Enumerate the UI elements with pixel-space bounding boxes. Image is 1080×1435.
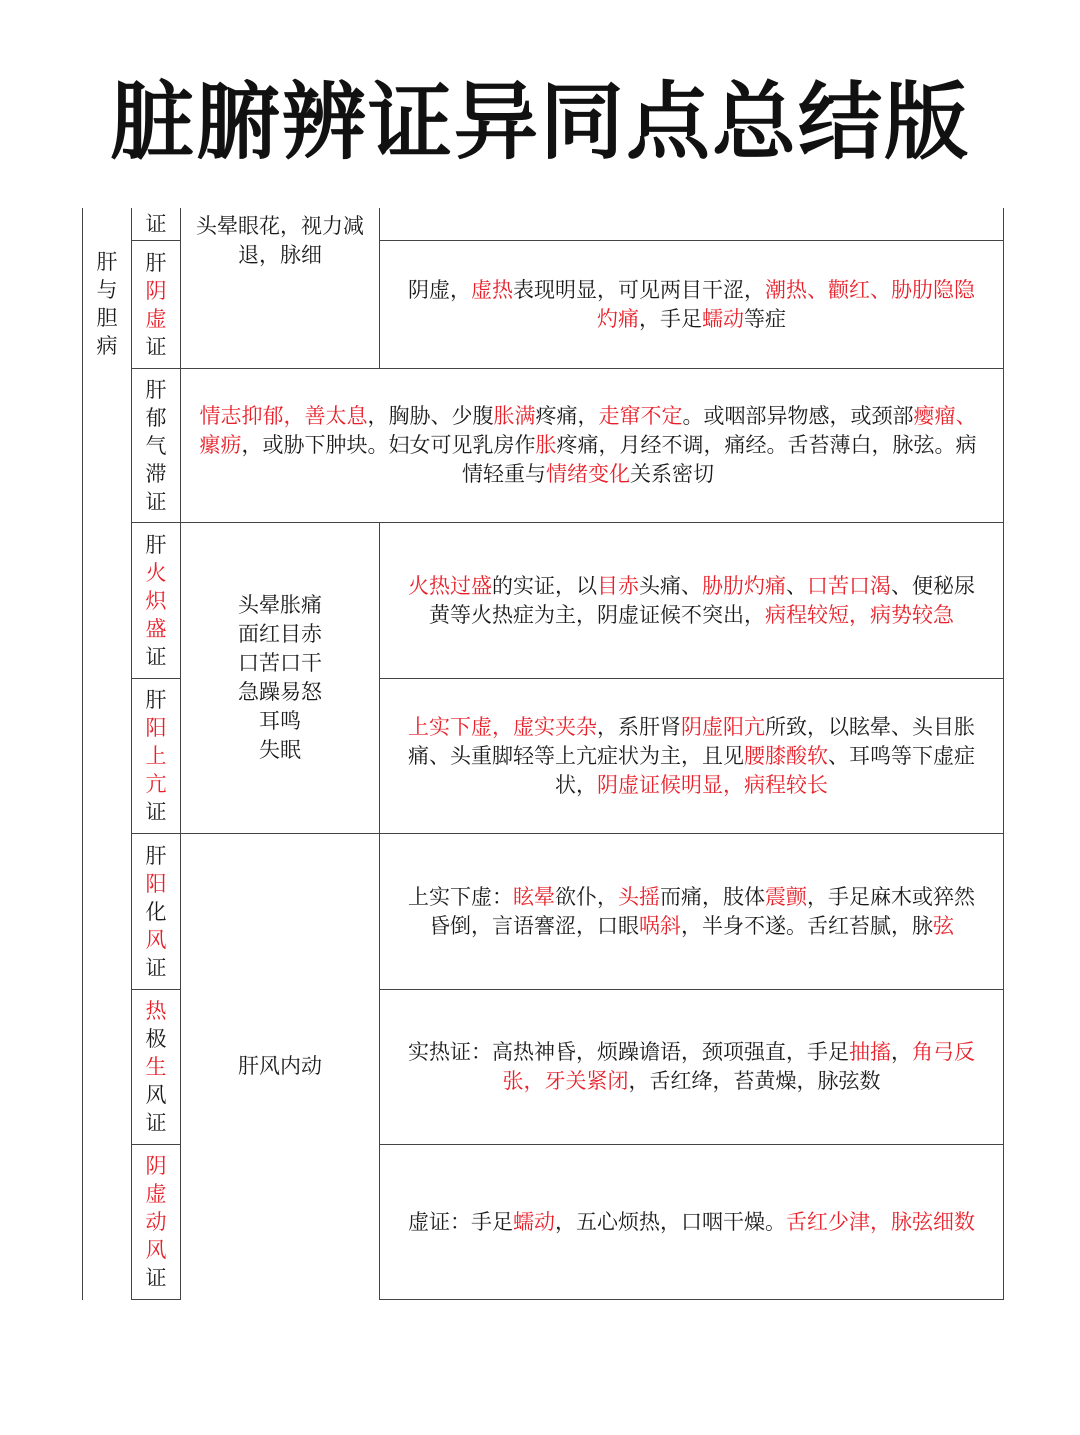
- description-text: 而痛，肢体: [660, 884, 765, 909]
- syndrome-description: [380, 1145, 1003, 1299]
- category-char: 胆: [96, 306, 118, 330]
- highlight-text: 眩晕: [513, 884, 555, 909]
- symptom-line: 头晕眼花，视力减: [196, 214, 364, 238]
- description-text: 、便秘尿黄等火热症为主，阴虚证候不突出，: [429, 573, 975, 627]
- syndrome-name-char: 阴: [145, 278, 167, 303]
- category-label: [83, 244, 131, 364]
- description-text: ，或胁下肿块。妇女可见乳房作: [241, 433, 536, 457]
- highlight-text: 腰膝酸软: [744, 743, 828, 768]
- description-text: 阴虚，: [408, 277, 471, 302]
- description-text: 。或咽部异物感，或颈部: [682, 404, 914, 428]
- description-text: 虚证：手足: [408, 1209, 513, 1234]
- description-text: ，舌红绛，苔黄燥，脉弦数: [628, 1069, 881, 1093]
- row-divider: [131, 1299, 181, 1300]
- syndrome-name-char: 盛: [145, 616, 167, 641]
- description-text: 关系密切: [630, 462, 714, 486]
- highlight-text: 蠕动: [513, 1209, 555, 1234]
- highlight-text: 目赤: [597, 573, 639, 598]
- syndrome-name: [132, 834, 180, 989]
- syndrome-name-char: 证: [145, 489, 167, 514]
- highlight-text: 抽搐: [849, 1040, 891, 1064]
- syndrome-name-char: 阳: [145, 871, 167, 896]
- highlight-text: 虚热: [471, 277, 513, 302]
- syndrome-name-char: 热: [145, 999, 167, 1023]
- description-text: ，: [891, 1040, 912, 1064]
- highlight-text: 上实下虚，虚实夹杂: [408, 714, 597, 739]
- syndrome-name-char: 虚: [145, 1182, 167, 1206]
- highlight-text: 㖞斜: [639, 913, 681, 938]
- syndrome-name-char: 证: [145, 1111, 167, 1135]
- symptom-line: 急躁易怒: [238, 680, 322, 704]
- syndrome-name-char: 虚: [145, 306, 167, 331]
- description-text: ，胸胁、少腹: [367, 404, 494, 428]
- highlight-text: 弦: [933, 913, 954, 938]
- syndrome-name-char: 气: [145, 433, 167, 458]
- description-text: 的实证，以: [492, 573, 597, 598]
- syndrome-name-char: 炽: [145, 588, 167, 613]
- syndrome-description: [380, 241, 1003, 368]
- table-left-border: [82, 208, 83, 1300]
- highlight-text: 走窜不定: [598, 404, 683, 428]
- syndrome-name: [132, 679, 180, 833]
- common-symptom: [181, 523, 379, 833]
- syndrome-name-char: 肝: [145, 250, 167, 275]
- syndrome-name: [132, 523, 180, 678]
- syndrome-name-char: 滞: [145, 461, 167, 486]
- page-title: 脏腑辨证异同点总结版: [109, 73, 970, 171]
- highlight-text: 胀: [535, 433, 557, 457]
- description-text: 上实下虚：: [408, 884, 513, 909]
- syndrome-name-char: 亢: [145, 772, 167, 796]
- syndrome-name: [132, 369, 180, 522]
- syndrome-name-char: 肝: [145, 843, 167, 868]
- description-text: 表现明显，可见两目干涩，: [513, 277, 765, 302]
- highlight-text: 角弓反张，牙关紧闭: [502, 1040, 975, 1093]
- common-symptom: [181, 834, 379, 1299]
- description-text: 等症: [744, 306, 786, 331]
- description-text: ，手足麻木或猝然昏倒，言语謇涩，口眼: [429, 884, 975, 938]
- syndrome-name-char: 肝: [145, 532, 167, 557]
- highlight-text: 火热过盛: [408, 573, 492, 598]
- highlight-text: 胁肋灼痛: [702, 573, 786, 598]
- description-text: ，五心烦热，口咽干燥。: [555, 1209, 786, 1234]
- symptom-line: 耳鸣: [259, 709, 301, 733]
- syndrome-description: [181, 369, 999, 522]
- syndrome-name-char: 肝: [145, 688, 167, 712]
- highlight-text: 阴虚证候明显，病程较长: [597, 772, 828, 797]
- highlight-text: 震颤: [765, 884, 807, 909]
- symptom-line: 失眠: [259, 738, 301, 762]
- symptom-line: 口苦口干: [238, 651, 322, 675]
- category-char: 与: [96, 278, 118, 302]
- syndrome-name-char: 证: [145, 1266, 167, 1290]
- highlight-text: 舌红少津，脉弦细数: [786, 1209, 975, 1234]
- syndrome-name: [132, 1145, 180, 1299]
- highlight-text: 蠕动: [702, 306, 744, 331]
- syndrome-name-char: 证: [145, 334, 167, 359]
- syndrome-name-char: 风: [145, 1238, 167, 1262]
- syndrome-name-char: 风: [145, 1083, 167, 1107]
- highlight-text: 潮热、颧红、胁肋隐隐灼痛: [597, 277, 975, 331]
- highlight-text: 情绪变化: [546, 462, 630, 486]
- syndrome-name-char: 郁: [145, 405, 167, 430]
- description-text: ，手足: [639, 306, 702, 331]
- syndrome-name-char: 肝: [145, 377, 167, 402]
- table-right-border: [1003, 208, 1004, 1300]
- description-text: 所致，以眩晕、头目胀痛、头重脚轻等上亢症状为主，且见: [408, 714, 975, 768]
- highlight-text: 胀满: [493, 404, 536, 428]
- syndrome-name-char: 证: [145, 644, 167, 669]
- symptom-line: 头晕胀痛: [238, 593, 322, 617]
- syndrome-name: [132, 208, 180, 240]
- syndrome-name-char: 生: [145, 1055, 167, 1079]
- syndrome-name: [132, 241, 180, 368]
- syndrome-name-char: 阳: [145, 716, 167, 740]
- syndrome-description: [380, 679, 1003, 833]
- syndrome-description: [380, 834, 1003, 989]
- syndrome-name-char: 极: [145, 1027, 167, 1051]
- description-text: 欲仆，: [555, 884, 618, 909]
- highlight-text: 瘿瘤、瘰疬: [199, 404, 977, 457]
- description-text: 、耳鸣等下虚症状，: [555, 743, 975, 797]
- description-text: ，半身不遂。舌红苔腻，脉: [681, 913, 933, 938]
- syndrome-name-char: 风: [145, 927, 167, 952]
- row-divider: [379, 1299, 1004, 1300]
- syndrome-description: [380, 523, 1003, 678]
- highlight-text: 头摇: [618, 884, 660, 909]
- description-text: 实热证：高热神昏，烦躁谵语，颈项强直，手足: [408, 1040, 849, 1064]
- common-symptom: [181, 212, 379, 272]
- symptom-line: 肝风内动: [238, 1054, 322, 1078]
- description-text: 疼痛，月经不调，痛经。舌苔薄白，脉弦。病情轻重与: [462, 433, 977, 486]
- syndrome-name-char: 证: [145, 955, 167, 980]
- syndrome-description: [380, 990, 1003, 1144]
- syndrome-name: [132, 990, 180, 1144]
- description-text: 疼痛，: [535, 404, 599, 428]
- category-char: 肝: [96, 250, 118, 274]
- symptom-line: 退，脉细: [238, 243, 322, 267]
- syndrome-name-char: 阴: [145, 1154, 167, 1178]
- highlight-text: 情志抑郁，善太息: [199, 404, 368, 428]
- highlight-text: 阴虚阳亢: [681, 714, 765, 739]
- syndrome-name-char: 证: [145, 212, 167, 236]
- description-text: 、: [786, 573, 807, 598]
- syndrome-name-char: 证: [145, 800, 167, 824]
- description-text: ，系肝肾: [597, 714, 681, 739]
- syndrome-name-char: 火: [145, 560, 167, 585]
- highlight-text: 口苦口渴: [807, 573, 891, 598]
- syndrome-name-char: 动: [145, 1210, 167, 1234]
- highlight-text: 病程较短，病势较急: [765, 602, 954, 627]
- syndrome-name-char: 化: [145, 899, 167, 924]
- syndrome-name-char: 上: [145, 744, 167, 768]
- category-char: 病: [96, 334, 118, 358]
- symptom-line: 面红目赤: [238, 622, 322, 646]
- description-text: 头痛、: [639, 573, 702, 598]
